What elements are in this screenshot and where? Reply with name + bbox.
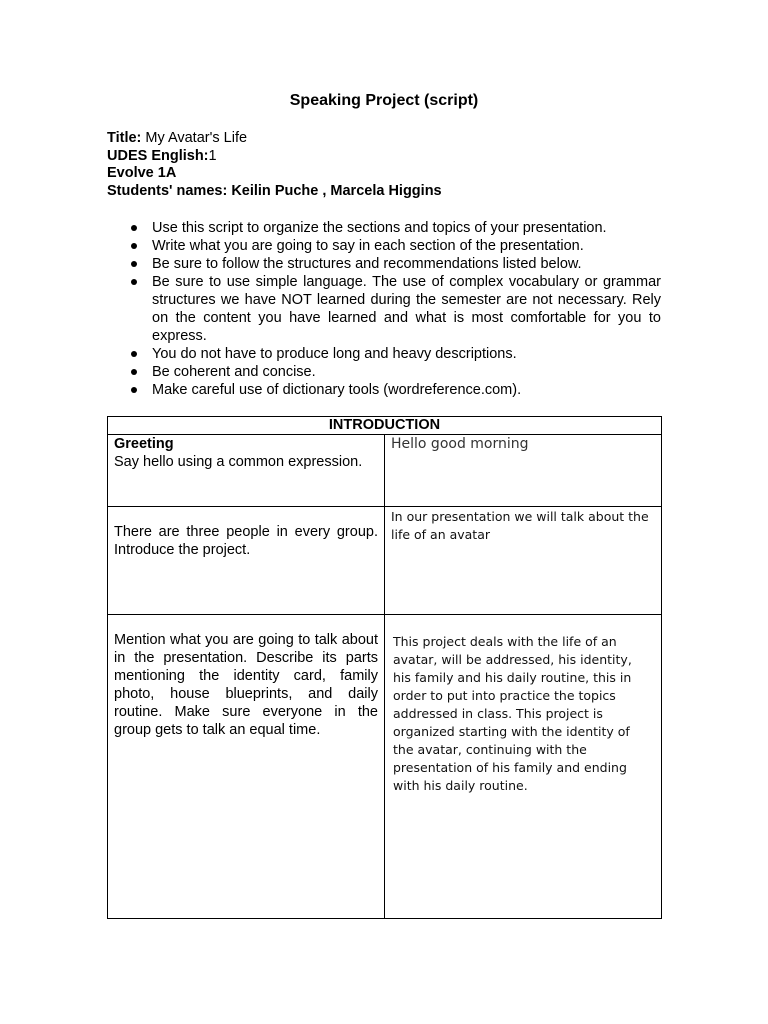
table-row xyxy=(108,507,662,615)
meta-level-line xyxy=(107,165,442,183)
meta-udes-line xyxy=(107,148,442,166)
instruction-item: Use this script to organize the sections and topics of your presentation. xyxy=(107,219,661,237)
instruction-item: Be sure to follow the structures and recommendations listed below. xyxy=(107,255,661,273)
meta-level: Evolve 1A xyxy=(107,165,177,181)
instructions-list xyxy=(107,219,661,399)
row-prompt-cell xyxy=(108,615,385,919)
meta-title-label: Title: xyxy=(107,130,142,146)
row-prompt-text: There are three people in every group. Introduce the project. xyxy=(114,524,378,558)
meta-title-value: My Avatar's Life xyxy=(145,130,248,146)
row-answer-text: Hello good morning xyxy=(391,436,529,452)
row-prompt-text: Say hello using a common expression. xyxy=(114,454,363,470)
meta-students-label: Students' names: xyxy=(107,182,228,199)
instruction-item: Write what you are going to say in each section of the presentation. xyxy=(107,237,661,255)
meta-udes-value: 1 xyxy=(208,147,217,164)
meta-udes-label: UDES English: xyxy=(107,147,209,164)
row-answer-text: This project deals with the life of an avatar, will be addressed, his identity, his family and his daily routine, this in order to put into practice the topics addressed in class. This project is organized starting with the identity of the avatar, continuing with the presentation of his family and ending with his daily routine. xyxy=(393,634,632,793)
meta-students-value: Keilin Puche , Marcela Higgins xyxy=(231,182,442,199)
row-answer-cell[interactable] xyxy=(385,507,662,615)
introduction-table xyxy=(107,416,662,919)
row-answer-text: In our presentation we will talk about the life of an avatar xyxy=(391,509,649,542)
row-answer-cell[interactable] xyxy=(385,615,662,919)
table-row xyxy=(108,435,662,507)
row-answer-cell[interactable] xyxy=(385,435,662,507)
instruction-item: Make careful use of dictionary tools (wordreference.com). xyxy=(107,381,661,399)
row-prompt-title: Greeting xyxy=(114,436,174,452)
instruction-item: Be sure to use simple language. The use of complex vocabulary or grammar structures we have NOT learned during the semester are not necessary. Rely on the content you have learned and what is most comfortable for you to express. xyxy=(107,273,661,345)
row-prompt-cell xyxy=(108,435,385,507)
meta-title-line xyxy=(107,130,442,148)
page-title: Speaking Project (script) xyxy=(289,92,479,109)
table-header: INTRODUCTION xyxy=(108,417,662,435)
instruction-item: Be coherent and concise. xyxy=(107,363,661,381)
meta-students-line xyxy=(107,183,442,201)
row-prompt-cell xyxy=(108,507,385,615)
instruction-item: You do not have to produce long and heavy descriptions. xyxy=(107,345,661,363)
table-row xyxy=(108,615,662,919)
document-meta xyxy=(107,130,442,200)
row-prompt-text: Mention what you are going to talk about in the presentation. Describe its parts mentioning the identity card, family photo, house blueprints, and daily routine. Make sure everyone in the group gets to talk an equal time. xyxy=(114,632,378,738)
